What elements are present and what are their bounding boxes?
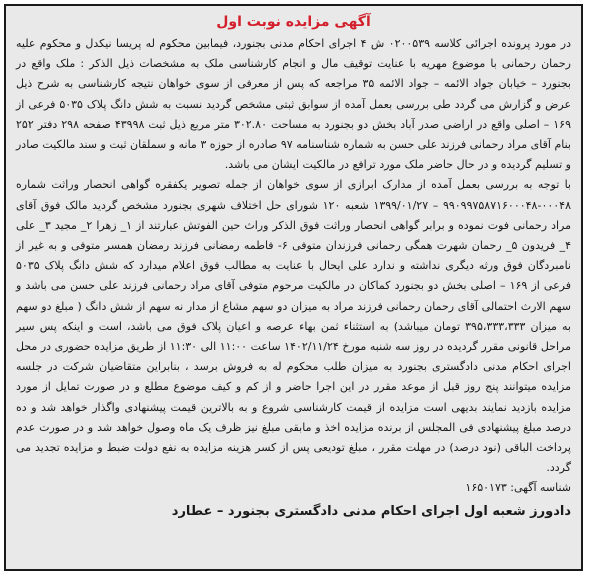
notice-paragraph-1: در مورد پرونده اجرائی کلاسه ۰۲۰۰۵۳۹ ش ۴ اجرای احکام مدنی بجنورد، فیمابین محکوم له پریسا نیکدل و محکوم علیه رحمان رحمانی با موضوع مهریه با عنایت توقیف مال و انجام کارشناسی ملک به مشخصات ذیل الذکر : ملک واقع در بجنورد – خیابان جواد الائمه – جواد الائمه ۳۵ مراجعه که پس از معرفی از سوی خواهان نتیجه کارشناسی به شرح ذیل عرض و گزارش می گردد طی بررسی بعمل آمده از سوابق ثبتی مشخص گردید نسبت به شش دانگ پلاک ۵۰۳۵ فرعی از ۱۶۹ – اصلی واقع در اراضی صدر آباد بخش دو بجنورد به مساحت ۳۰۲.۸۰ متر مربع ذیل ثبت ۴۳۹۹۸ صفحه ۲۹۸ دفتر ۲۵۲ بنام آقای مراد رحمانی فرزند علی حسن به شماره شناسنامه ۹۷ صادره از حوزه ۳ مانه و سملقان ثبت و سند مالکیت صادر و تسلیم گردیده و در حال حاضر ملک مورد ترافع در مالکیت ایشان می باشد. — [16, 37, 572, 172]
notice-title: آگهی مزایده نوبت اول — [216, 14, 371, 30]
notice-reference-id: شناسه آگهی: ۱۶۵۰۱۷۳ — [465, 481, 571, 495]
notice-signature: دادورز شعبه اول اجرای احکام مدنی دادگستری بجنورد – عطارد — [171, 504, 571, 520]
auction-notice — [4, 4, 583, 571]
notice-paragraph-2: با توجه به بررسی بعمل آمده از مدارک ابرازی از سوی خواهان از جمله تصویر یکفقره گواهی انحصار وراثت شماره ۰۰۰۴۸-۹۹۰۹۹۷۵۸۷۱۶۰۰۰۴۸ – ۱۳۹۹/۰۱/۲۷ شعبه ۱۲۰ شورای حل اختلاف شهری بجنورد مشخص گردید مالک فوق آقای مراد رحمانی فوت نموده و برابر گواهی انحصار وراثت فوق الذکر وراث حین الفوتش عبارتند از ۱_ زهرا ۲_ مجید ۳_ علی ۴_ فریدون ۵_ رحمان شهرت همگی رحمانی فرزندان متوفی ۶- فاطمه رمضانی فرزند رمضان همسر متوفی و به غیر از نامبردگان فوق ورثه دیگری نداشته و ندارد علی ایحال با عنایت به مطالب فوق اعلام میدارد که شش دانگ پلاک ۵۰۳۵ فرعی از ۱۶۹ – اصلی بخش دو بجنورد کماکان در مالکیت مرحوم متوفی آقای مراد رحمانی فرزند علی حسن می باشد و سهم الارث احتمالی آقای رحمان رحمانی فرزند مراد به میزان دو سهم مشاع از مدار نه سهم از شش دانگ ( مبلغ دو سهم به میزان ۳۹۵،۳۳۳،۳۳۳ تومان میباشد) به استثناء ثمن بهاء عرصه و اعیان پلاک فوق می باشد، است و اینکه پس سیر مراحل قانونی مقرر گردیده در روز سه شنبه مورخ ۱۴۰۲/۱۱/۲۴ ساعت ۱۱:۰۰ الی ۱۱:۳۰ از طریق مزایده حضوری در محل اجرای احکام مدنی دادگستری بجنورد به میزان طلب محکوم له به فروش برسد ، بنابراین متقاضیان شرکت در جلسه مزایده میتوانند پنج روز قبل از موعد مقرر در این اجرا حاضر و از کم و کیف موضوع مطلع و در صورت تمایل از مورد مزایده بازدید نمایند بدیهی است مزایده از قیمت کارشناسی شروع و به بالاترین قیمت پیشنهادی واگذار خواهد شد و ده درصد مبلغ پیشنهادی فی المجلس از برنده مزایده اخذ و مابقی مبلغ نیز ظرف یک ماه وصول خواهد شد و در صورت عدم پرداخت الباقی (نود درصد) در مهلت مقرر ، مبلغ تودیعی پس از کسر هزینه مزایده به نفع دولت ضبط و مزایده تجدید می گردد. — [16, 178, 572, 475]
